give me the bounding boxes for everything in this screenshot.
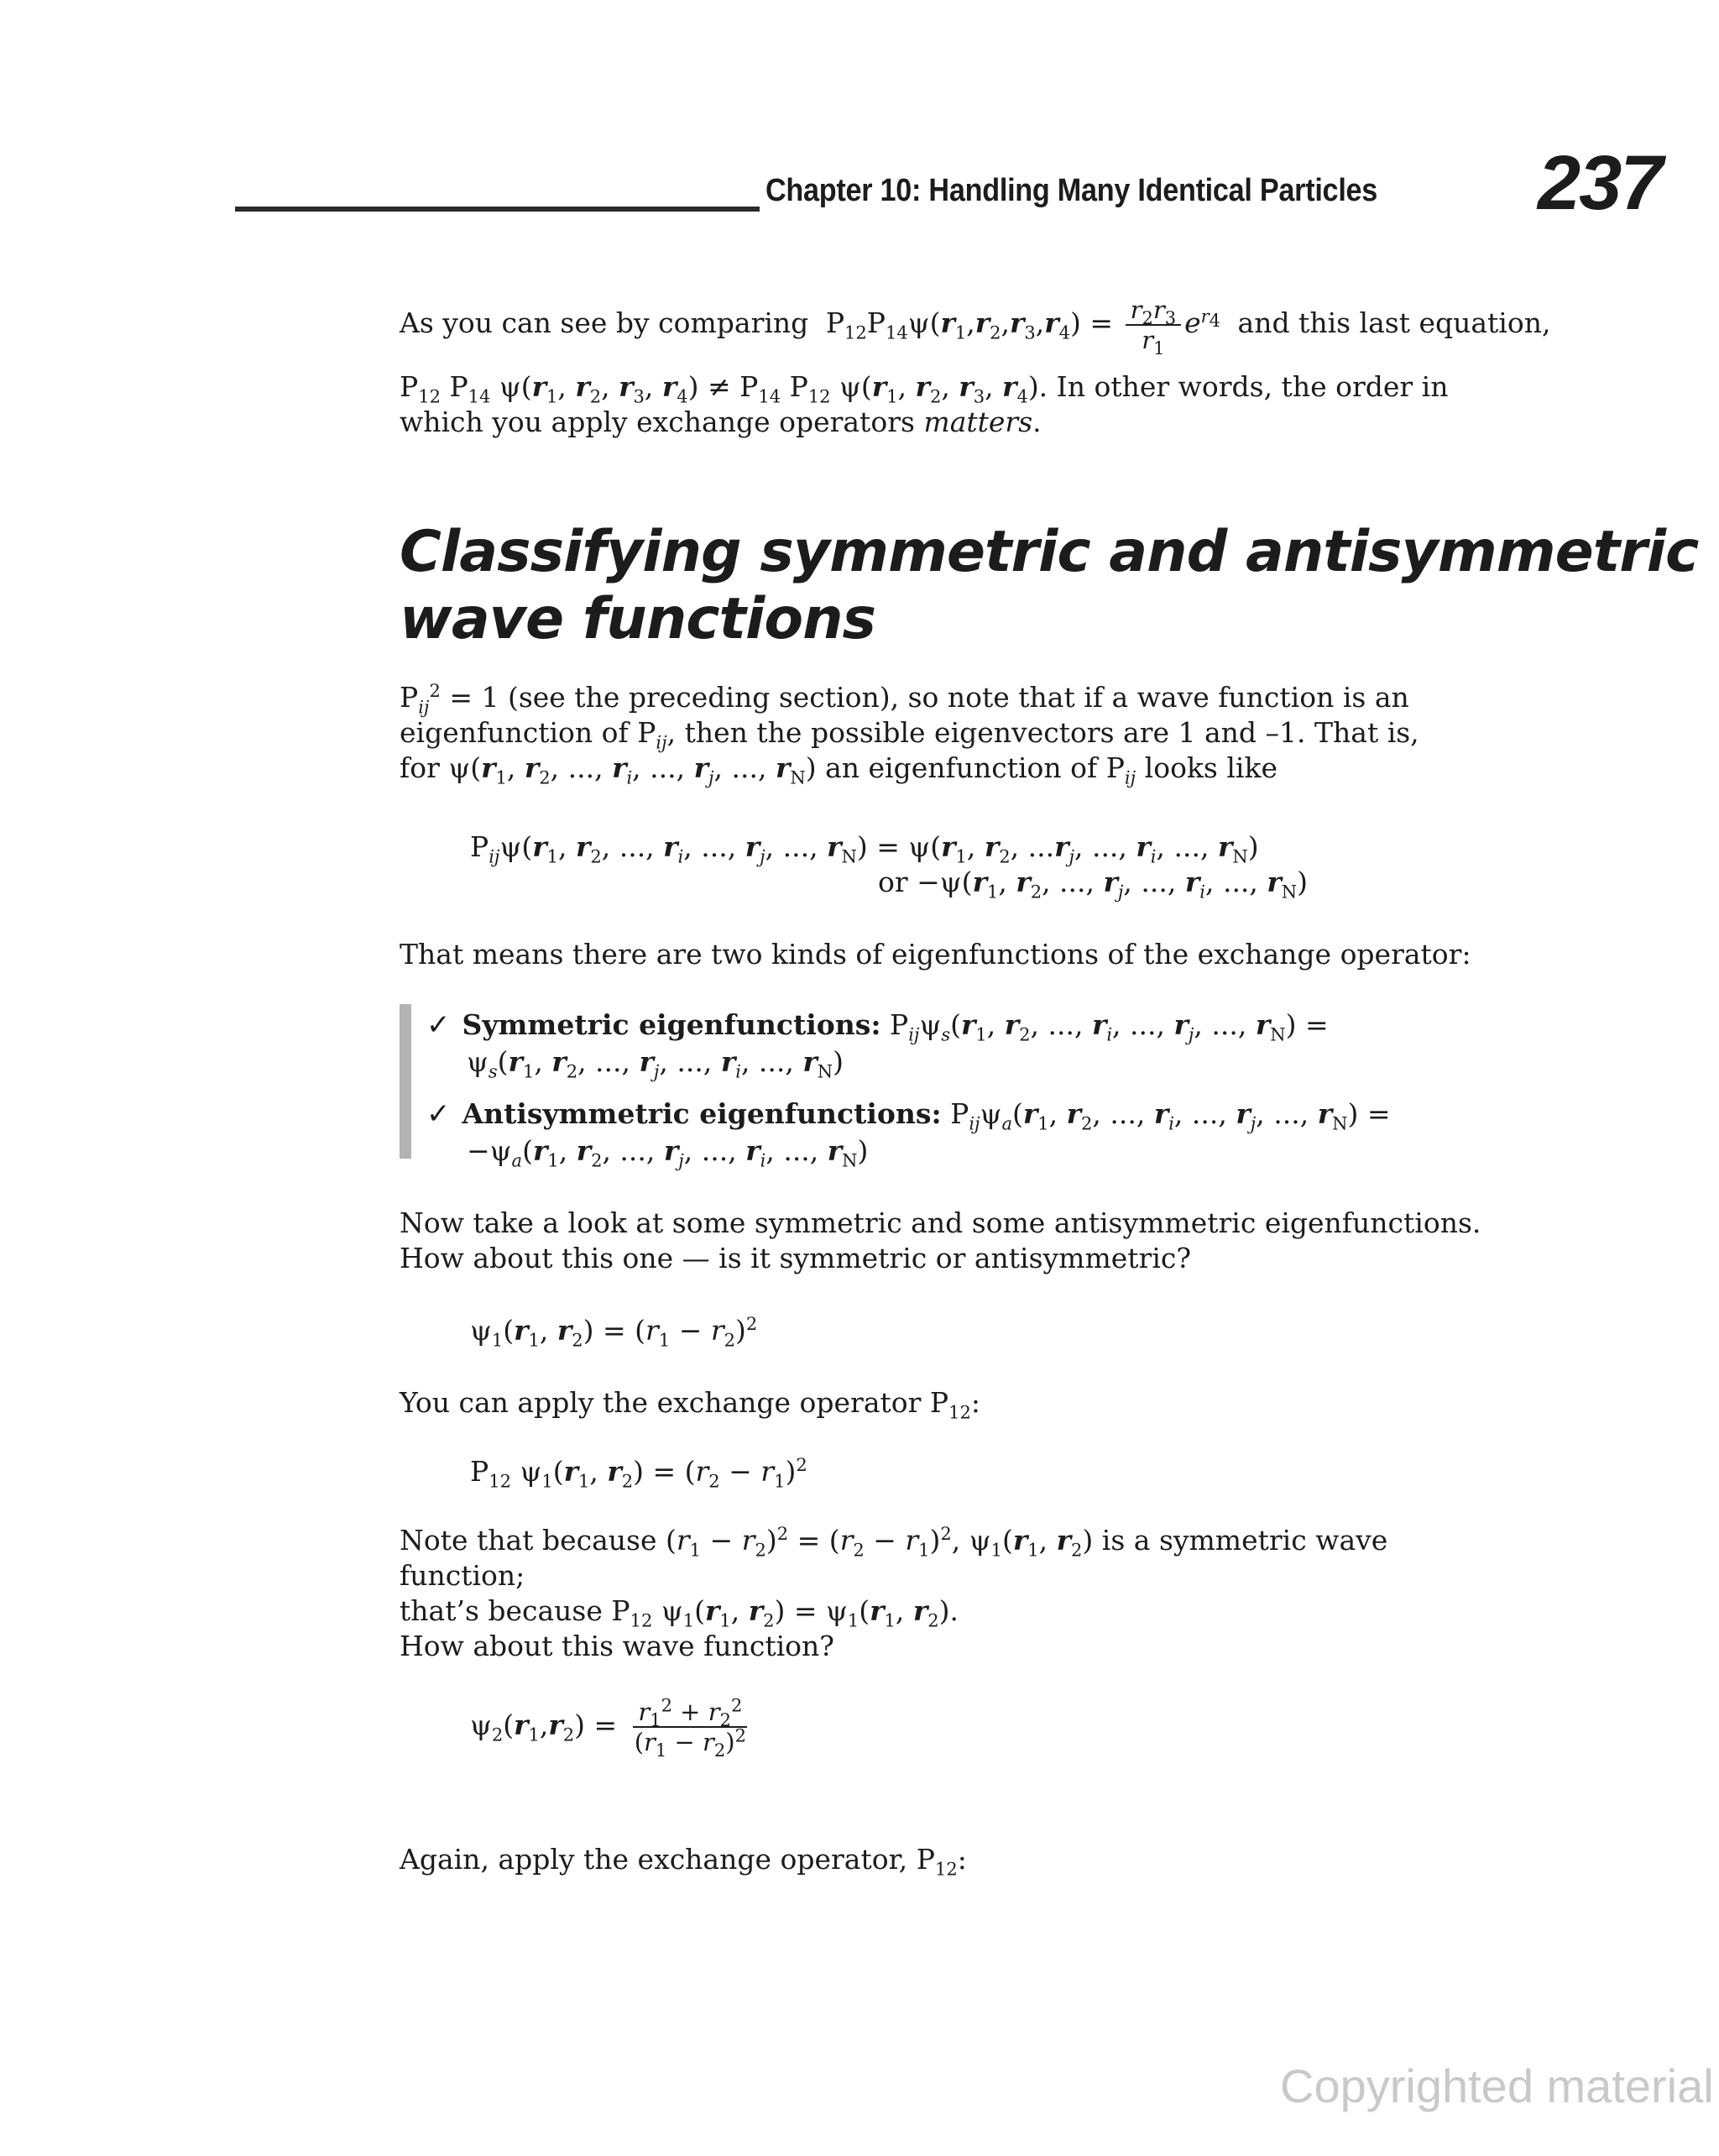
para-two-kinds: [400, 937, 1516, 972]
fraction: $\frac{r_1^2 + r_2^2}{(r_1 - r_2)^2}$: [634, 1695, 746, 1761]
para-line: Now take a look at some symmetric and some antisymmetric eigenfunctions.: [400, 1206, 1481, 1239]
para-text: You can apply the exchange operator P: [400, 1386, 949, 1419]
p12-psi1-equation: $P_{12}$ $\psi_1(r_1$, $r_2) = (r_2 - r_1)^2$: [470, 1455, 807, 1492]
para-symmetric-note: Note that because $(r_1 - r_2)^2 = (r_2 - r_1)^2$, $\psi_1(r_1$, $r_2$) is a symmetric wave function; that’s because $P_{12}$ $\psi_1(r_1$, $r_2) = \psi_1(r_1$, $r_2$).: [400, 1524, 1388, 1631]
para-eigenvalues: $P_{ij}^2 = 1$ (see the preceding section), so note that if a wave function is an eigenfunction of $P_{ij}$, then the possible eigenvectors are 1 and –1. That is, for $\psi(r_1$, $r_2$, ..., $r_i$, ..., $r_j$, ..., $r_N$) an eigenfunction of $P_{ij}$ looks like: [400, 681, 1419, 788]
para-text: , then the possible eigenvectors are 1 and –1. That is,: [666, 716, 1419, 749]
bullet-antisymmetric-cont: $-\psi_a(r_1$, $r_2$, ..., $r_j$, ..., $r_i$, ..., $r_N$): [467, 1134, 869, 1171]
para-how-about: [400, 1629, 1516, 1664]
para-text: and this last equation,: [1237, 306, 1551, 339]
eigen-equation-alt: or $-\psi(r_1$, $r_2$, ..., $r_j$, ..., $r_i$, ..., $r_N$): [878, 866, 1309, 903]
para-text: That means there are two kinds of eigenfunctions of the exchange operator:: [400, 938, 1471, 971]
bullet-symmetric: ✓ Symmetric eigenfunctions: $P_{ij}\psi_s(r_1$, $r_2$, ..., $r_i$, ..., $r_j$, ..., $r_N$) =: [426, 1008, 1329, 1045]
eigen-equation: $P_{ij}\psi(r_1$, $r_2$, ..., $r_i$, ..., $r_j$, ..., $r_N) = \psi(r_1$, $r_2$, $...r_j$, ..., $r_i$, ..., $r_N$): [470, 830, 1259, 867]
para-text: an eigenfunction of P: [825, 751, 1125, 784]
checkmark-icon: ✓: [426, 1008, 451, 1042]
para-text: As you can see by comparing: [400, 306, 809, 339]
para-again: Again, apply the exchange operator, $P_{12}$:: [400, 1843, 967, 1880]
para-text: is a symmetric wave function;: [400, 1524, 1388, 1592]
para-line: How about this one — is it symmetric or antisymmetric?: [400, 1242, 1192, 1274]
bullet-symmetric-cont: $\psi_s(r_1$, $r_2$, ..., $r_j$, ..., $r_i$, ..., $r_N$): [467, 1045, 844, 1082]
bullet-label: Symmetric eigenfunctions:: [462, 1008, 881, 1041]
heading-line-1: Classifying symmetric and antisymmetric: [400, 519, 1699, 585]
chapter-title: Chapter 10: Handling Many Identical Particles: [765, 173, 1378, 208]
para-text: for: [400, 751, 440, 784]
para-comparison: [400, 296, 1551, 358]
page-number: 237: [1538, 140, 1662, 226]
or-text: or: [878, 866, 908, 898]
sidebar-bar: [400, 1004, 411, 1159]
para-look: [400, 1206, 1516, 1276]
para-text: Note that because: [400, 1524, 657, 1557]
para-text: looks like: [1144, 751, 1277, 784]
header-rule: [235, 207, 760, 212]
para-text: = 1 (see the preceding section), so note that if a wave function is an: [449, 681, 1409, 714]
inline-equation: $P_{12}P_{14}\psi(r_1,r_2,r_3,r_4)$ = $\frac{r_2r_3}{r_1}$ $e^{r_4}$: [825, 296, 1221, 358]
para-text: Again, apply the exchange operator, P: [400, 1843, 935, 1876]
para-apply: You can apply the exchange operator $P_{12}$:: [400, 1386, 980, 1423]
fraction: $\frac{r_2r_3}{r_1}$: [1126, 296, 1182, 354]
para-order-matters: $P_{12}$ $P_{14}$ $\psi(r_1$, $r_2$, $r_3$, $r_4) \ne P_{14}$ $P_{12}$ $\psi(r_1$, $r_2$, $r_3$, $r_4$). In other words, the order in which you apply exchange operators matters.: [400, 370, 1449, 438]
psi1-equation: $\psi_1(r_1$, $r_2) = (r_1 - r_2)^2$: [470, 1314, 758, 1351]
emphasis-text: matters: [923, 406, 1033, 438]
bullet-label: Antisymmetric eigenfunctions:: [462, 1097, 942, 1130]
checkmark-icon: ✓: [426, 1097, 451, 1131]
heading-line-2: wave functions: [400, 586, 875, 652]
psi2-equation: $\psi_2(r_1,r_2)$ = $\frac{r_1^2 + r_2^2}{(r_1 - r_2)^2}$: [470, 1698, 755, 1756]
para-end: .: [1032, 406, 1042, 438]
para-text: that’s because: [400, 1594, 603, 1627]
bullet-antisymmetric: ✓ Antisymmetric eigenfunctions: $P_{ij}\psi_a(r_1$, $r_2$, ..., $r_i$, ..., $r_j$, ..., $r_N$) =: [426, 1097, 1391, 1134]
copyright-watermark: Copyrighted material: [1280, 2059, 1714, 2112]
para-text: eigenfunction of P: [400, 716, 656, 749]
para-text: In other words, the order in which you apply exchange operators: [400, 370, 1449, 438]
para-text: How about this wave function?: [400, 1630, 834, 1662]
section-heading: [400, 519, 1698, 653]
